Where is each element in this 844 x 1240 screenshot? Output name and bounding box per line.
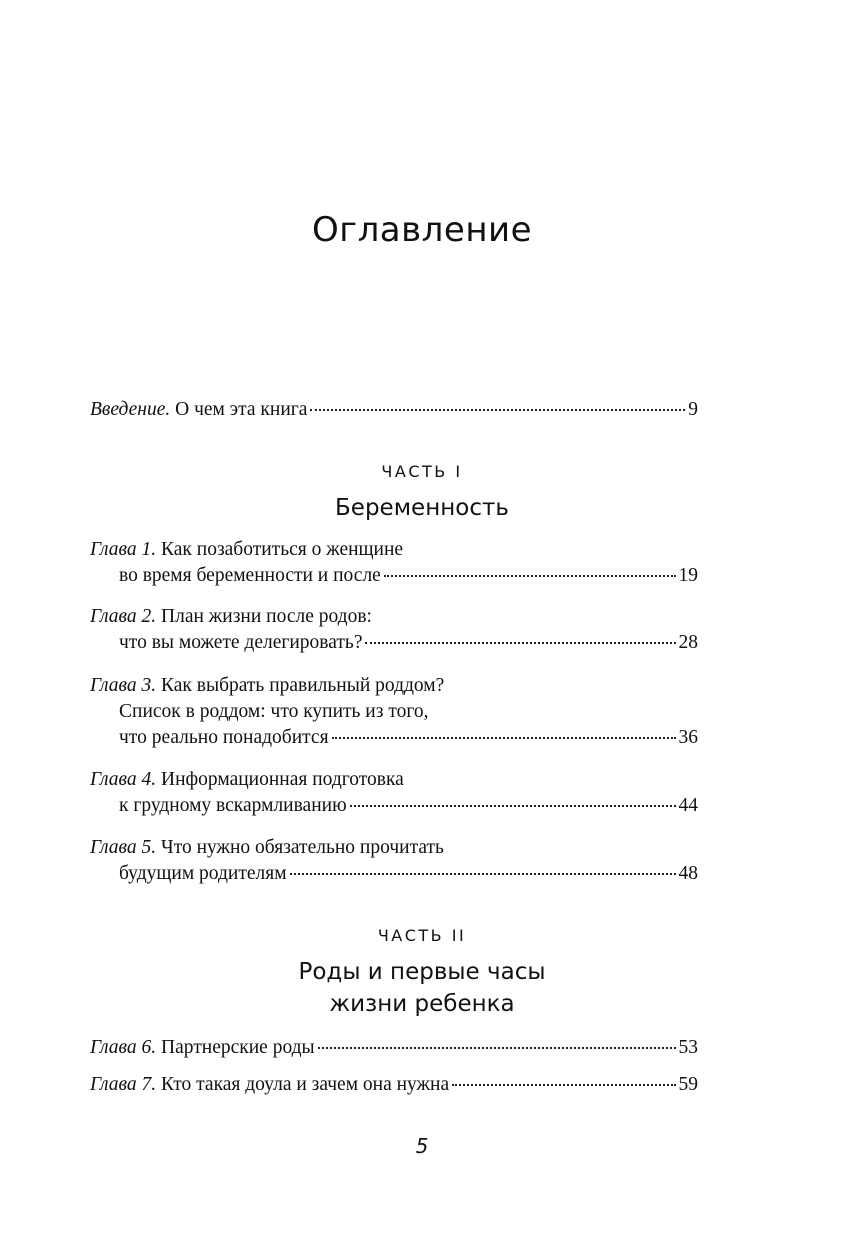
entry-label: Глава 3. [90, 675, 157, 696]
dot-leader [452, 1084, 675, 1086]
entry-text: О чем эта книга [170, 399, 308, 420]
toc-entry-chapter-5[interactable] [90, 835, 698, 887]
entry-page: 48 [678, 863, 698, 884]
dot-leader [318, 1047, 676, 1049]
entry-label: Глава 4. [90, 769, 157, 790]
entry-page: 44 [678, 795, 698, 816]
entry-text: Кто такая доула и зачем она нужна [161, 1074, 450, 1095]
entry-label: Глава 2. [90, 606, 157, 627]
page-number: 5 [415, 1134, 429, 1158]
part-2-title [0, 956, 844, 1020]
entry-page: 59 [678, 1074, 698, 1095]
dot-leader [350, 805, 676, 807]
dot-leader [365, 642, 675, 644]
toc-entry-chapter-4[interactable] [90, 767, 698, 819]
toc-entry-chapter-1[interactable] [90, 537, 698, 589]
entry-text: План жизни после родов: [161, 606, 372, 627]
entry-page: 28 [678, 632, 698, 653]
part-2-label: ЧАСТЬ II [377, 926, 467, 945]
entry-label: Глава 6. [90, 1037, 157, 1058]
toc-title: Оглавление [311, 210, 533, 250]
dot-leader [310, 409, 685, 411]
part-title-line: жизни ребенка [329, 991, 515, 1017]
entry-text: Как выбрать правильный роддом? [161, 675, 445, 696]
entry-label: Глава 5. [90, 837, 157, 858]
dot-leader [384, 575, 676, 577]
toc-entry-chapter-3[interactable] [90, 673, 698, 751]
entry-text: Как позаботиться о женщине [161, 539, 404, 560]
toc-entry-chapter-6[interactable] [90, 1035, 698, 1061]
part-1-title [0, 492, 844, 524]
entry-text: будущим родителям [119, 863, 287, 884]
part-title-line: Беременность [335, 495, 509, 521]
entry-page: 53 [678, 1037, 698, 1058]
entry-page: 36 [678, 727, 698, 748]
toc-entry-intro[interactable] [90, 397, 698, 423]
entry-label: Глава 7. [90, 1074, 157, 1095]
entry-text: Что нужно обязательно прочитать [161, 837, 444, 858]
dot-leader [332, 737, 676, 739]
entry-text: Информационная подготовка [161, 769, 404, 790]
toc-entry-chapter-7[interactable] [90, 1072, 698, 1098]
entry-text: что вы можете делегировать? [119, 632, 363, 653]
entry-text: Партнерские роды [161, 1037, 315, 1058]
part-title-line: Роды и первые часы [298, 959, 546, 985]
dot-leader [290, 873, 676, 875]
entry-text: к грудному вскармливанию [119, 795, 347, 816]
entry-label: Введение. [90, 399, 171, 420]
entry-page: 9 [688, 399, 698, 420]
entry-text: что реально понадобится [119, 727, 329, 748]
toc-entry-chapter-2[interactable] [90, 604, 698, 656]
part-1-label: ЧАСТЬ I [381, 462, 463, 481]
entry-page: 19 [678, 565, 698, 586]
entry-text: во время беременности и после [119, 565, 381, 586]
entry-label: Глава 1. [90, 539, 157, 560]
entry-text: Список в роддом: что купить из того, [119, 701, 429, 722]
